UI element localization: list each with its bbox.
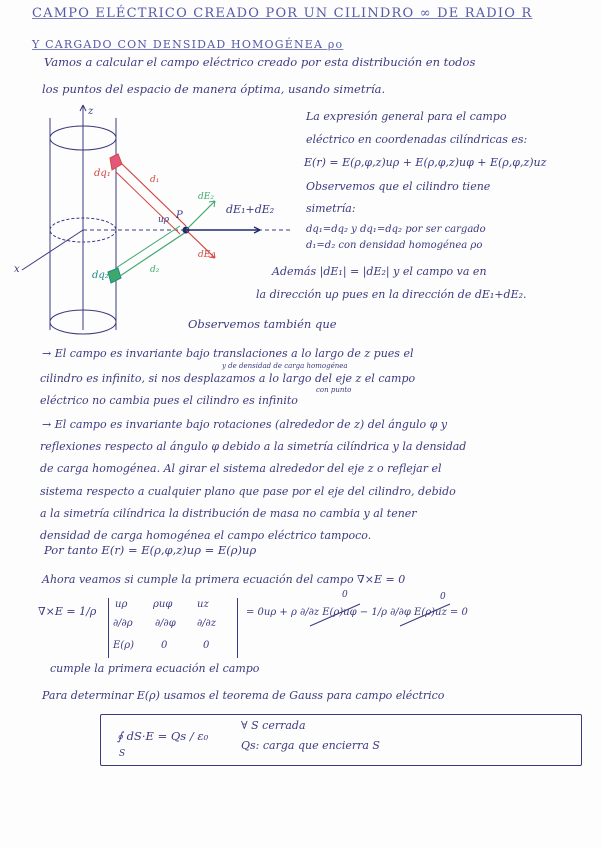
intro-line-2: los puntos del espacio de manera óptima, usando simetría. bbox=[42, 82, 386, 96]
right-obs-1: Observemos que el cilindro tiene bbox=[306, 180, 491, 193]
cancel-zero-1: 0 bbox=[342, 590, 348, 600]
charge-dq1 bbox=[110, 154, 122, 170]
gauss-surface-label: S bbox=[119, 749, 126, 759]
cancel-zero-2: 0 bbox=[440, 592, 446, 602]
bullet-2-line-4: sistema respecto a cualquier plano que pase por el eje del cilindro, debido bbox=[40, 485, 456, 498]
ademas-line-1: Además |dE₁| = |dE₂| y el campo va en bbox=[272, 265, 487, 278]
bullet-1-note-2: con punto bbox=[316, 386, 352, 394]
det-cell-r1c2: ρuφ bbox=[153, 599, 173, 610]
bullet-2-line-2: reflexiones respecto al ángulo φ debido a la simetría cilíndrica y la densidad bbox=[40, 440, 467, 453]
diagram-u-label: uρ bbox=[158, 215, 170, 225]
det-cell-r3c1: E(ρ) bbox=[113, 640, 134, 651]
ademas-line-2: la dirección uρ pues en la dirección de dE₁+dE₂. bbox=[256, 288, 527, 301]
curl-lhs: ∇×E = 1/ρ bbox=[38, 605, 97, 618]
observemos-tambien: Observemos también que bbox=[188, 317, 337, 331]
gauss-intro: Para determinar E(ρ) usamos el teorema de Gauss para campo eléctrico bbox=[42, 689, 445, 702]
bullet-2-line-1: → El campo es invariante bajo rotaciones (alrededor de z) del ángulo φ y bbox=[42, 418, 448, 431]
det-cell-r2c3: ∂/∂z bbox=[197, 618, 216, 629]
diagram-z-label: z bbox=[88, 106, 94, 117]
det-cell-r1c3: uz bbox=[197, 599, 209, 610]
page-title-line1: CAMPO ELÉCTRICO CREADO POR UN CILINDRO ∞ DE RADIO R bbox=[32, 6, 533, 21]
diagram-dq2-label: dq₂ bbox=[92, 270, 109, 281]
right-text-1: La expresión general para el campo bbox=[306, 110, 507, 123]
diagram-de1-label: dE₁ bbox=[198, 250, 214, 260]
right-obs-2: simetría: bbox=[306, 202, 356, 215]
bullet-1-line-3: eléctrico no cambia pues el cilindro es infinito bbox=[40, 394, 298, 407]
diagram-de2-label: dE₂ bbox=[198, 192, 214, 202]
right-text-2: eléctrico en coordenadas cilíndricas es: bbox=[306, 133, 528, 146]
diagram-d1-label: d₁ bbox=[150, 175, 160, 185]
intro-line-1: Vamos a calcular el campo eléctrico creado por esta distribución en todos bbox=[44, 55, 476, 69]
diagram-sum-label: dE₁+dE₂ bbox=[226, 203, 275, 216]
right-sym-1: dq₁=dq₂ y dq₁=dq₂ por ser cargado bbox=[306, 224, 486, 235]
bullet-1-line-1: → El campo es invariante bajo translaciones a lo largo de z pues el bbox=[42, 347, 414, 360]
bullet-1-line-2: cilindro es infinito, si nos desplazamos a lo largo del eje z el campo bbox=[40, 372, 416, 385]
diagram-x-label: x bbox=[14, 264, 20, 275]
det-cell-r3c2: 0 bbox=[161, 640, 168, 651]
gauss-note-2: Qs: carga que encierra S bbox=[241, 739, 380, 752]
right-formula: E(r) = E(ρ,φ,z)uρ + E(ρ,φ,z)uφ + E(ρ,φ,z)uz bbox=[304, 156, 547, 169]
right-sym-2: d₁=d₂ con densidad homogénea ρo bbox=[306, 240, 483, 251]
bullet-2-line-5: a la simetría cilíndrica la distribución de masa no cambia y al tener bbox=[40, 507, 417, 520]
por-tanto-equation: Por tanto E(r) = E(ρ,φ,z)uρ = E(ρ)uρ bbox=[44, 543, 257, 557]
bullet-1-note: y de densidad de carga homogénea bbox=[222, 362, 348, 370]
charge-dq2 bbox=[108, 268, 121, 283]
gauss-box bbox=[100, 714, 582, 766]
bullet-2-line-3: de carga homogénea. Al girar el sistema alrededor del eje z o reflejar el bbox=[40, 462, 442, 475]
det-cell-r3c3: 0 bbox=[203, 640, 210, 651]
det-cell-r2c1: ∂/∂ρ bbox=[113, 618, 133, 629]
det-cell-r1c1: uρ bbox=[115, 599, 128, 610]
det-cell-r2c2: ∂/∂φ bbox=[155, 618, 176, 629]
diagram-dq1-label: dq₁ bbox=[94, 168, 111, 179]
cancel-strokes bbox=[300, 600, 500, 630]
diagram-d2-label: d₂ bbox=[150, 265, 160, 275]
gauss-equation: ∮ dS·E = Qs / ε₀ bbox=[117, 729, 209, 743]
bullet-2-line-6: densidad de carga homogénea el campo eléctrico tampoco. bbox=[40, 529, 372, 542]
page-title-line2: Y CARGADO CON DENSIDAD HOMOGÉNEA ρo bbox=[32, 38, 344, 51]
cumple-line: cumple la primera ecuación el campo bbox=[50, 662, 260, 675]
curl-determinant bbox=[108, 598, 238, 658]
curl-rhs: = 0uρ + ρ ∂/∂z E(ρ)uφ − 1/ρ ∂/∂φ E(ρ)uz = 0 bbox=[246, 607, 468, 618]
diagram-p-label: P bbox=[176, 210, 183, 221]
ahora-line: Ahora veamos si cumple la primera ecuación del campo ∇×E = 0 bbox=[42, 573, 406, 586]
gauss-note-1: ∀ S cerrada bbox=[241, 719, 306, 732]
